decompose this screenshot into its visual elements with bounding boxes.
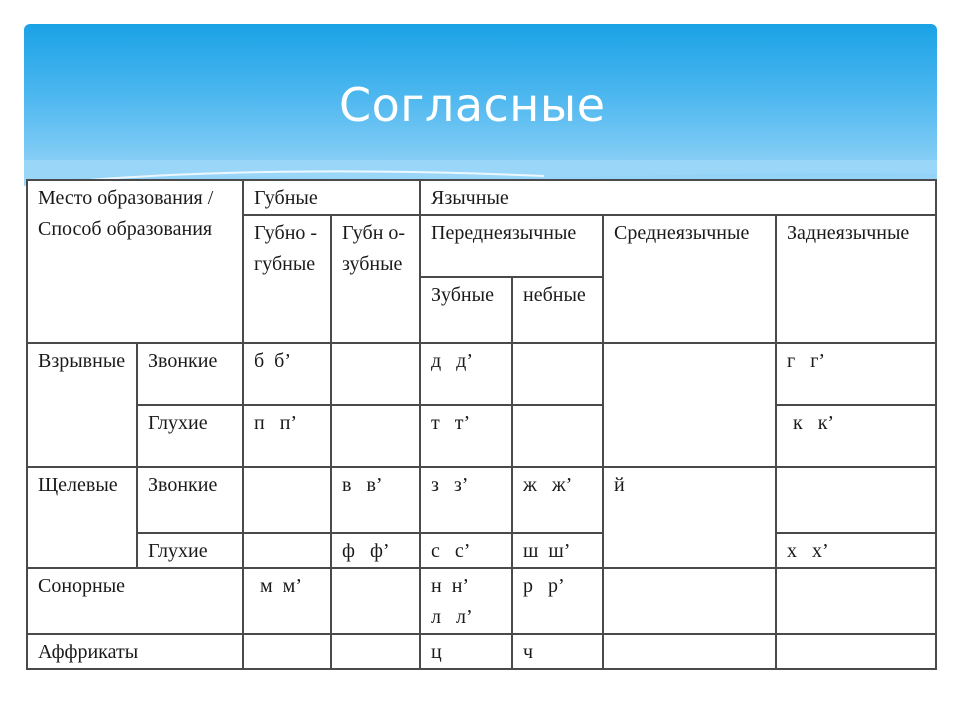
cell [243,467,331,533]
plosive-label: Взрывные [27,343,137,467]
cell: к к’ [776,405,936,467]
cell [776,634,936,669]
cell [420,568,512,634]
cell [331,634,420,669]
voiceless-label: Глухие [137,533,243,568]
cell [243,533,331,568]
cell: м м’ [243,568,331,634]
dental-header: Зубные [420,277,512,343]
slide-title: Согласные [339,78,606,132]
cell: д д’ [420,343,512,405]
voiced-label: Звонкие [137,343,243,405]
cell: й [603,467,776,533]
cell [512,343,603,405]
cell [603,634,776,669]
cell [331,405,420,467]
cell: ш ш’ [512,533,603,568]
cell: в в’ [331,467,420,533]
midlingual-header: Среднеязычные [603,215,776,343]
cell [331,343,420,405]
cell: р р’ [512,568,603,634]
cell-line: н н’ [431,575,470,597]
cell: ф ф’ [331,533,420,568]
fricative-label: Щелевые [27,467,137,533]
cell [603,533,776,568]
cell [27,533,137,568]
place-method-header: Место образования / Способ образования [27,180,243,343]
backlingual-header: Заднеязычные [776,215,936,343]
cell: с с’ [420,533,512,568]
labiolabial-header: Губно - губные [243,215,331,343]
frontlingual-header: Переднеязычные [420,215,603,277]
cell [331,568,420,634]
cell [776,568,936,634]
consonants-table [26,179,937,670]
cell: х х’ [776,533,936,568]
labial-header: Губные [243,180,420,215]
cell: з з’ [420,467,512,533]
cell: т т’ [420,405,512,467]
lingual-header: Язычные [420,180,936,215]
cell: г г’ [776,343,936,405]
cell: ж ж’ [512,467,603,533]
cell-line: л л’ [431,606,473,628]
cell [776,467,936,533]
cell: п п’ [243,405,331,467]
affricate-label: Аффрикаты [27,634,243,669]
cell [243,634,331,669]
cell [603,568,776,634]
voiceless-label: Глухие [137,405,243,467]
cell: ч [512,634,603,669]
cell: ц [420,634,512,669]
labiodental-header: Губн о- зубные [331,215,420,343]
palatal-header: небные [512,277,603,343]
cell [512,405,603,467]
voiced-label: Звонкие [137,467,243,533]
sonorant-label: Сонорные [27,568,243,634]
cell: б б’ [243,343,331,405]
cell [603,343,776,467]
